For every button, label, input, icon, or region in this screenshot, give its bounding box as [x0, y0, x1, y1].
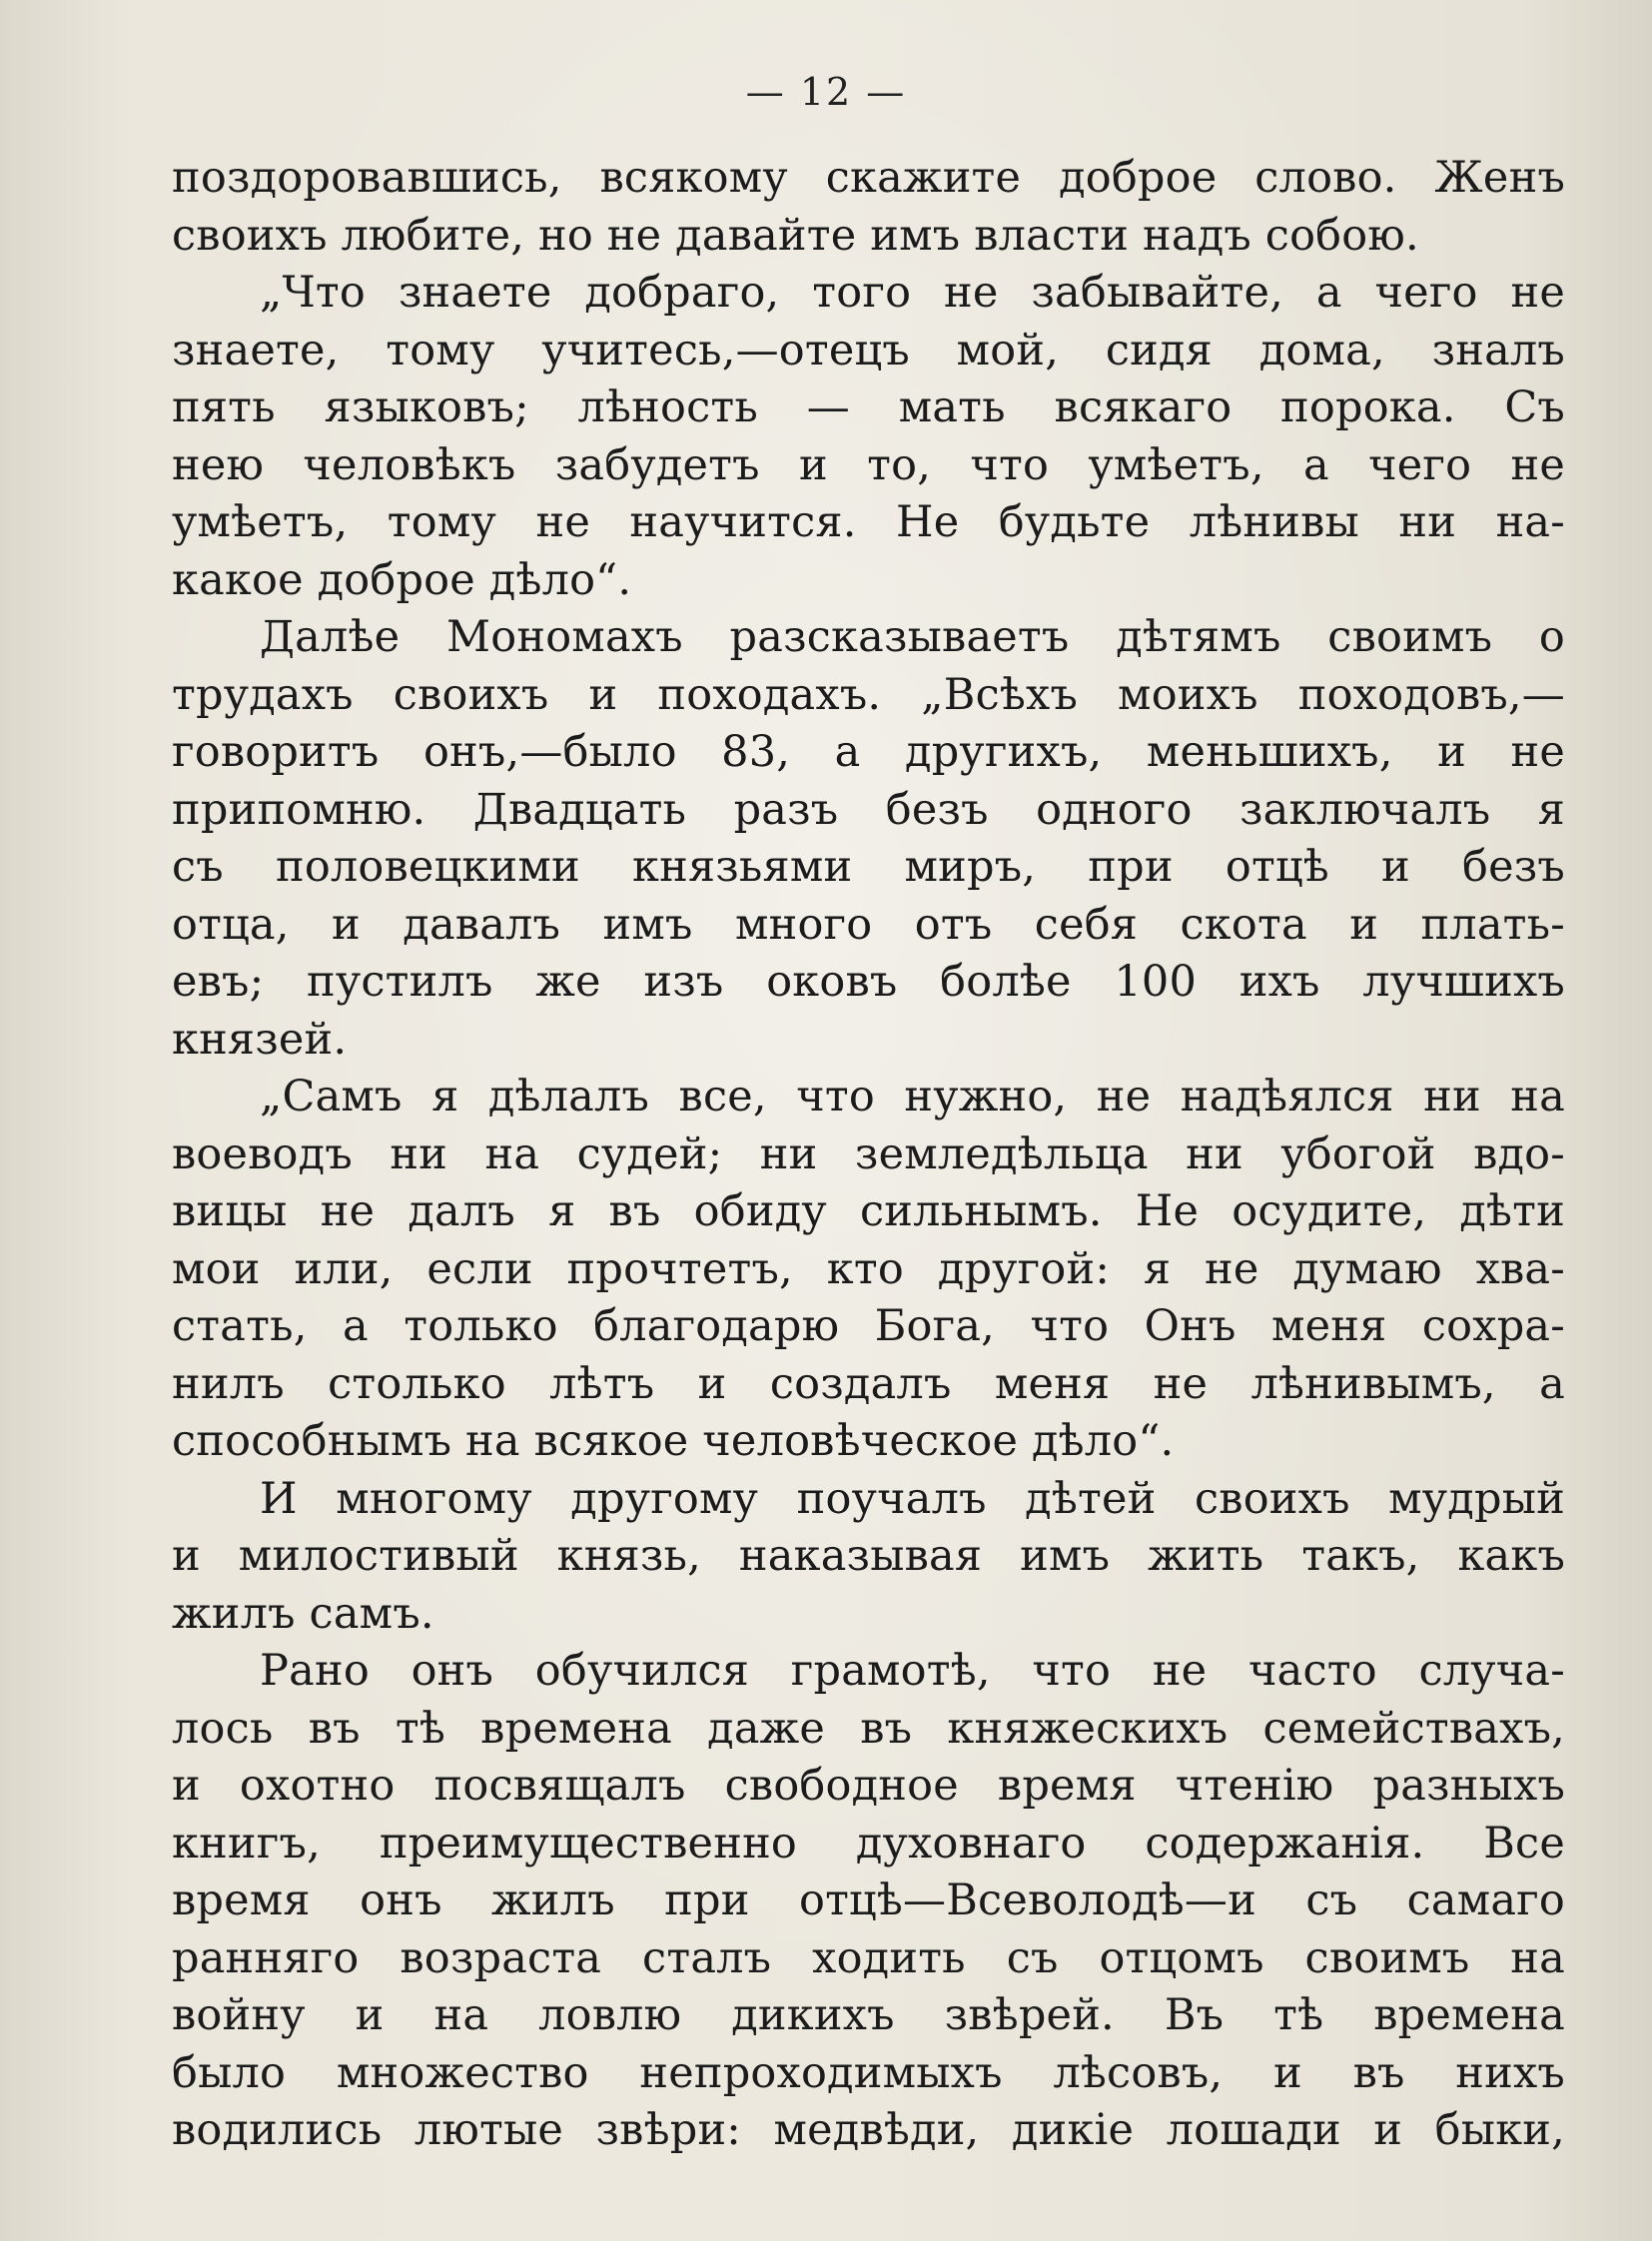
paragraph-start-line: „Что знаете добраго, того не забывайте, а чего не	[260, 268, 1565, 318]
text-line: говоритъ онъ,—было 83, а другихъ, меньшихъ, и не	[172, 727, 1565, 777]
text-line: водились лютые звѣри: медвѣди, дикіе лошади и быки,	[172, 2105, 1565, 2155]
text-line: евъ; пустилъ же изъ оковъ болѣе 100 ихъ лучшихъ	[172, 957, 1565, 1007]
text-line: нилъ столько лѣтъ и создалъ меня не лѣнивымъ, а	[172, 1358, 1565, 1409]
text-line: умѣетъ, тому не научится. Не будьте лѣнивы ни на-	[172, 497, 1565, 547]
text-line: припомню. Двадцать разъ безъ одного заключалъ я	[172, 784, 1565, 835]
text-line: трудахъ своихъ и походахъ. „Всѣхъ моихъ походовъ,—	[172, 669, 1565, 720]
text-line: своихъ любите, но не давайте имъ власти надъ собою.	[172, 210, 1419, 261]
text-line: воеводъ ни на судей; ни земледѣльца ни убогой вдо-	[172, 1128, 1565, 1179]
text-line: какое доброе дѣло“.	[172, 554, 632, 605]
text-line: мои или, если прочтетъ, кто другой: я не думаю хва-	[172, 1243, 1565, 1294]
text-line: стать, а только благодарю Бога, что Онъ меня сохра-	[172, 1301, 1565, 1351]
text-line: было множество непроходимыхъ лѣсовъ, и въ нихъ	[172, 2047, 1565, 2098]
text-line: отца, и давалъ имъ много отъ себя скота и плать-	[172, 899, 1565, 950]
text-line: войну и на ловлю дикихъ звѣрей. Въ тѣ времена	[172, 1990, 1565, 2040]
text-line: съ половецкими князьями миръ, при отцѣ и безъ	[172, 842, 1565, 892]
text-line: нею человѣкъ забудетъ и то, что умѣетъ, а чего не	[172, 439, 1565, 490]
text-line: ранняго возраста сталъ ходить съ отцомъ своимъ на	[172, 1932, 1565, 1983]
text-line: книгъ, преимущественно духовнаго содержанія. Все	[172, 1818, 1565, 1868]
text-line: и милостивый князь, наказывая имъ жить такъ, какъ	[172, 1531, 1565, 1581]
text-line: лось въ тѣ времена даже въ княжескихъ семействахъ,	[172, 1703, 1565, 1754]
paragraph-start-line: „Самъ я дѣлалъ все, что нужно, не надѣялся ни на	[260, 1072, 1565, 1121]
body-text	[172, 150, 1565, 2160]
paragraph-start-line: Далѣе Мономахъ разсказываетъ дѣтямъ своимъ о	[260, 612, 1565, 662]
text-line: способнымъ на всякое человѣческое дѣло“.	[172, 1416, 1175, 1466]
text-line: знаете, тому учитесь,—отецъ мой, сидя дома, зналъ	[172, 325, 1565, 375]
text-line: и охотно посвящалъ свободное время чтенію разныхъ	[172, 1761, 1565, 1811]
text-line: вицы не далъ я въ обиду сильнымъ. Не осудите, дѣти	[172, 1186, 1565, 1236]
paragraph-start-line: Рано онъ обучился грамотѣ, что не часто случа-	[260, 1646, 1565, 1696]
text-line: время онъ жилъ при отцѣ—Всеволодѣ—и съ самаго	[172, 1875, 1565, 1925]
text-line: жилъ самъ.	[172, 1588, 434, 1639]
paragraph-start-line: И многому другому поучалъ дѣтей своихъ мудрый	[260, 1473, 1565, 1524]
text-line: князей.	[172, 1014, 348, 1065]
text-line: пять языковъ; лѣность — мать всякаго порока. Съ	[172, 382, 1565, 432]
text-line: поздоровавшись, всякому скажите доброе слово. Женъ	[172, 153, 1565, 203]
page-number: — 12 —	[745, 70, 907, 114]
